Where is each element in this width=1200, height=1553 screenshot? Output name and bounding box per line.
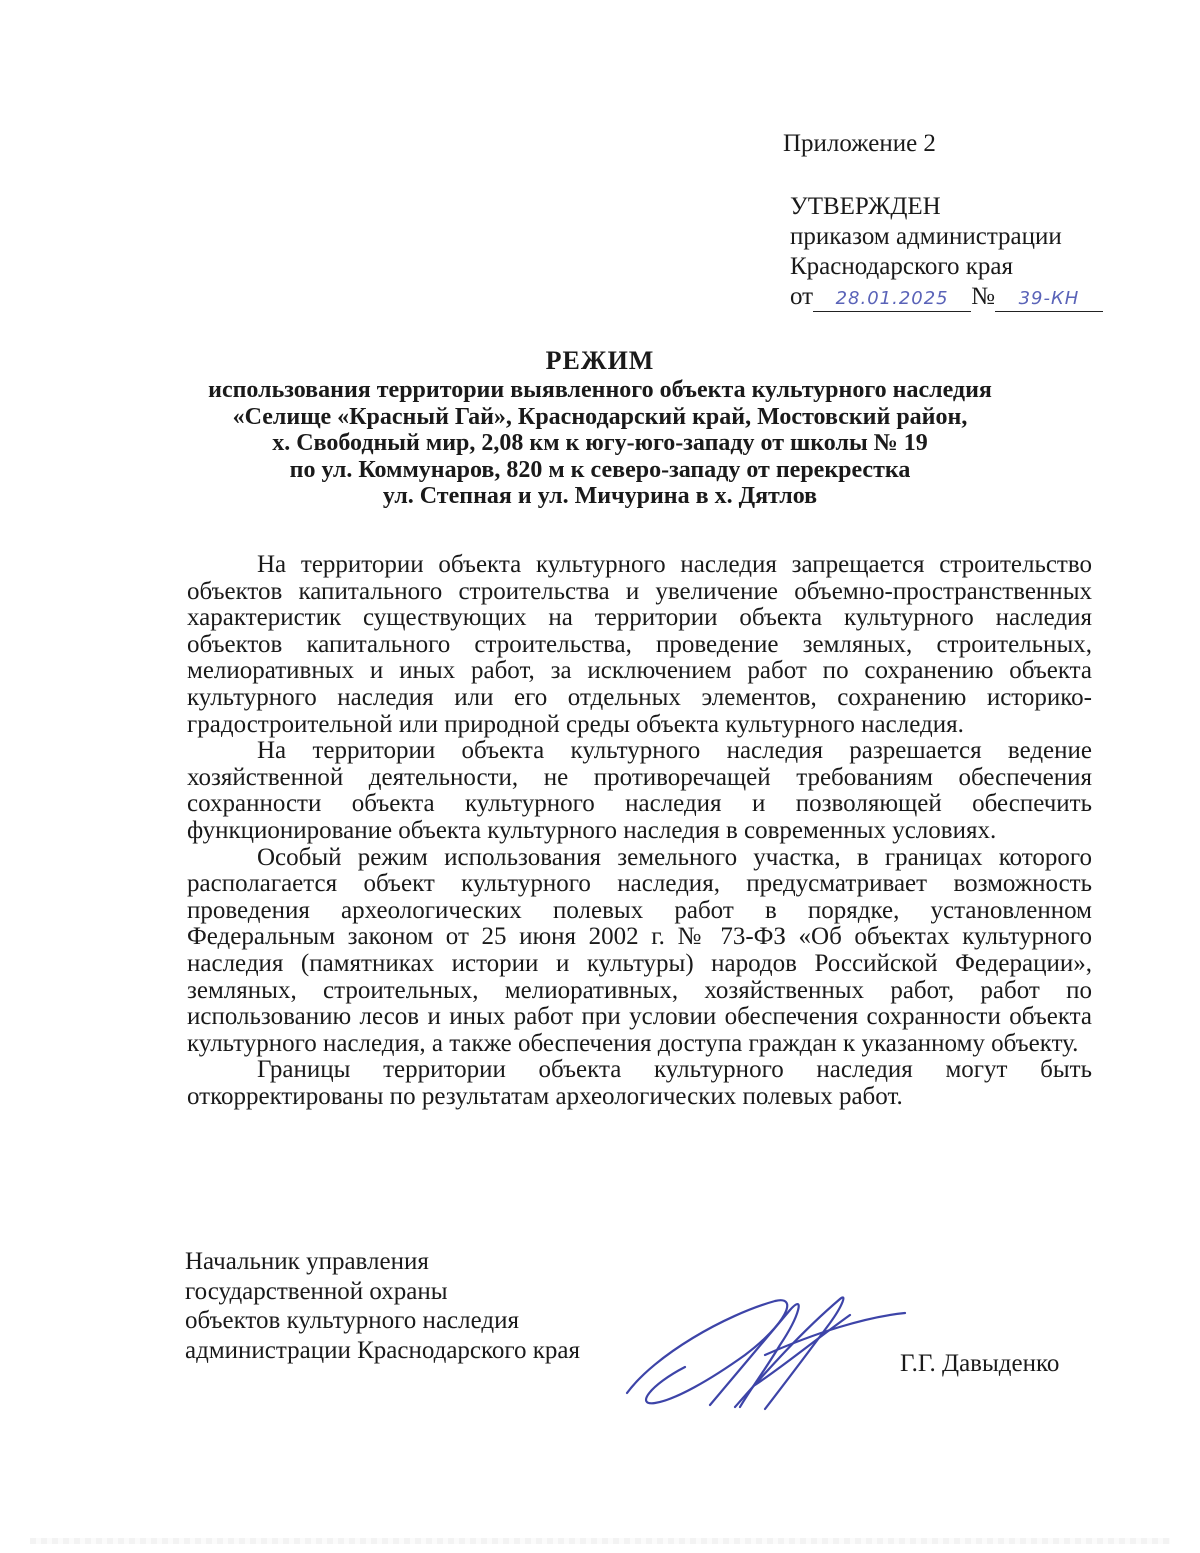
title-line: «Селище «Красный Гай», Краснодарский край, Мостовский район,: [232, 403, 968, 430]
approval-line-2: Краснодарского края: [790, 253, 1013, 280]
title-line: по ул. Коммунаров, 820 м к северо-западу от перекрестка: [289, 456, 911, 483]
number-prefix: №: [971, 283, 995, 310]
approval-title: УТВЕРЖДЕН: [790, 193, 941, 220]
signer-name: Г.Г. Давыденко: [900, 1350, 1060, 1377]
appendix-label: Приложение 2: [783, 130, 936, 157]
position-line: администрации Краснодарского края: [185, 1336, 581, 1364]
position-line: объектов культурного наследия: [185, 1307, 519, 1334]
position-line: Начальник управления: [185, 1248, 429, 1275]
title-line: ул. Степная и ул. Мичурина в х. Дятлов: [382, 483, 818, 509]
approval-block: [790, 192, 1103, 312]
scan-artifact: [30, 1538, 1170, 1544]
approval-line-1: приказом администрации: [790, 223, 1062, 250]
handwritten-date: 28.01.2025: [813, 288, 971, 312]
paragraph-boundaries: Границы территории объекта культурного наследия могут быть откорректированы по результатам археологических полевых работ.: [187, 1056, 1092, 1110]
title-line: использования территории выявленного объекта культурного наследия: [208, 377, 992, 403]
approval-date-line: [790, 282, 1103, 312]
date-prefix: от: [790, 283, 814, 310]
document-title: [150, 345, 1050, 510]
title-main: РЕЖИМ: [545, 346, 655, 375]
paragraph-prohibitions: На территории объекта культурного наследия запрещается строительство объектов капитального строительства и увеличение объемно-пространственных характеристик существующих на территории объекта культурного наследия объектов капитального строительства, проведение земляных, строительных, мелиоративных и иных работ, за исключением работ по сохранению объекта культурного наследия или его отдельных элементов, сохранению историко-градостроительной или природной среды объекта культурного наследия.: [187, 551, 1092, 738]
handwritten-signature: [615, 1285, 915, 1425]
signatory-position: [185, 1247, 580, 1365]
document-body: [187, 552, 1092, 1110]
position-line: государственной охраны: [185, 1277, 448, 1305]
title-line: х. Свободный мир, 2,08 км к югу-юго-западу от школы № 19: [272, 430, 928, 456]
paragraph-permitted-activity: На территории объекта культурного наследия разрешается ведение хозяйственной деятельности, не противоречащей требованиям обеспечения сохранности объекта культурного наследия и позволяющей обеспечить функционирование объекта культурного наследия в современных условиях.: [187, 737, 1092, 844]
paragraph-special-regime: Особый режим использования земельного участка, в границах которого располагается объект культурного наследия, предусматривает возможность проведения археологических полевых работ в порядке, установленном Федеральным законом от 25 июня 2002 г. № 73-ФЗ «Об объектах культурного наследия (памятниках истории и культуры) народов Российской Федерации», земляных, строительных, мелиоративных, хозяйственных работ, работ по использованию лесов и иных работ при условии обеспечения сохранности объекта культурного наследия, а также обеспечения доступа граждан к указанному объекту.: [187, 843, 1092, 1057]
handwritten-number: 39-КН: [995, 288, 1103, 312]
